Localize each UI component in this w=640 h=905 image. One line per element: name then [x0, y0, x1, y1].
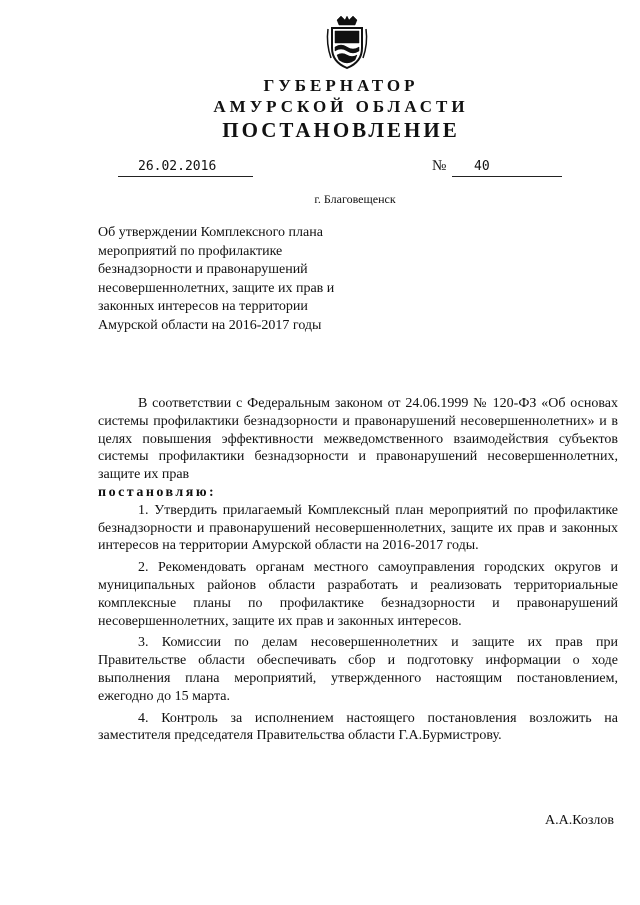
document-kind: ПОСТАНОВЛЕНИЕ	[222, 118, 460, 142]
decree-word: постановляю:	[98, 484, 217, 500]
item-2-paragraph: 2. Рекомендовать органам местного самоуправления городских округов и муниципальных районов области разработать и реализовать территориальные комплексные планы по профилактике безнадзорности и правонарушений несовершеннолетних, защите их прав и законных интересов.	[98, 560, 618, 629]
issue-city: г. Благовещенск	[314, 192, 396, 206]
item-3-paragraph: 3. Комиссии по делам несовершеннолетних и защите их прав при Правительстве области обеспечивать сбор и подготовку информации о ходе выполнения плана мероприятий, утвержденного настоящим постановлением, ежегодно до 15 марта.	[98, 635, 618, 704]
authority-region: АМУРСКОЙ ОБЛАСТИ	[213, 97, 469, 116]
preamble-paragraph: В соответствии с Федеральным законом от 24.06.1999 № 120-ФЗ «Об основах системы профилактики безнадзорности и правонарушений несовершеннолетних» и в целях повышения эффективности межведомственного взаимодействия субъектов системы профилактики безнадзорности и правонарушений несовершеннолетних, защите их прав	[98, 396, 618, 483]
document-body	[98, 395, 618, 745]
authority-title: ГУБЕРНАТОР	[263, 76, 419, 95]
signatory-name: А.А.Козлов	[545, 813, 614, 828]
document-subject: Об утверждении Комплексного плана мероприятий по профилактике безнадзорности и правонарушений несовершеннолетних, защите их прав и законных интересов на территории Амурской области на 2016-2017 годы	[98, 225, 335, 333]
number-sign: №	[432, 158, 447, 174]
item-1-paragraph: 1. Утвердить прилагаемый Комплексный план мероприятий по профилактике безнадзорности и правонарушений несовершеннолетних, защите их прав и законных интересов на территории Амурской области на 2016-2017 годы.	[98, 502, 618, 554]
item-4-paragraph: 4. Контроль за исполнением настоящего постановления возложить на заместителя председателя Правительства области Г.А.Бурмистрову.	[98, 710, 618, 744]
document-number: 40	[452, 158, 562, 177]
coat-of-arms-icon	[325, 14, 369, 70]
document-date: 26.02.2016	[118, 158, 253, 177]
